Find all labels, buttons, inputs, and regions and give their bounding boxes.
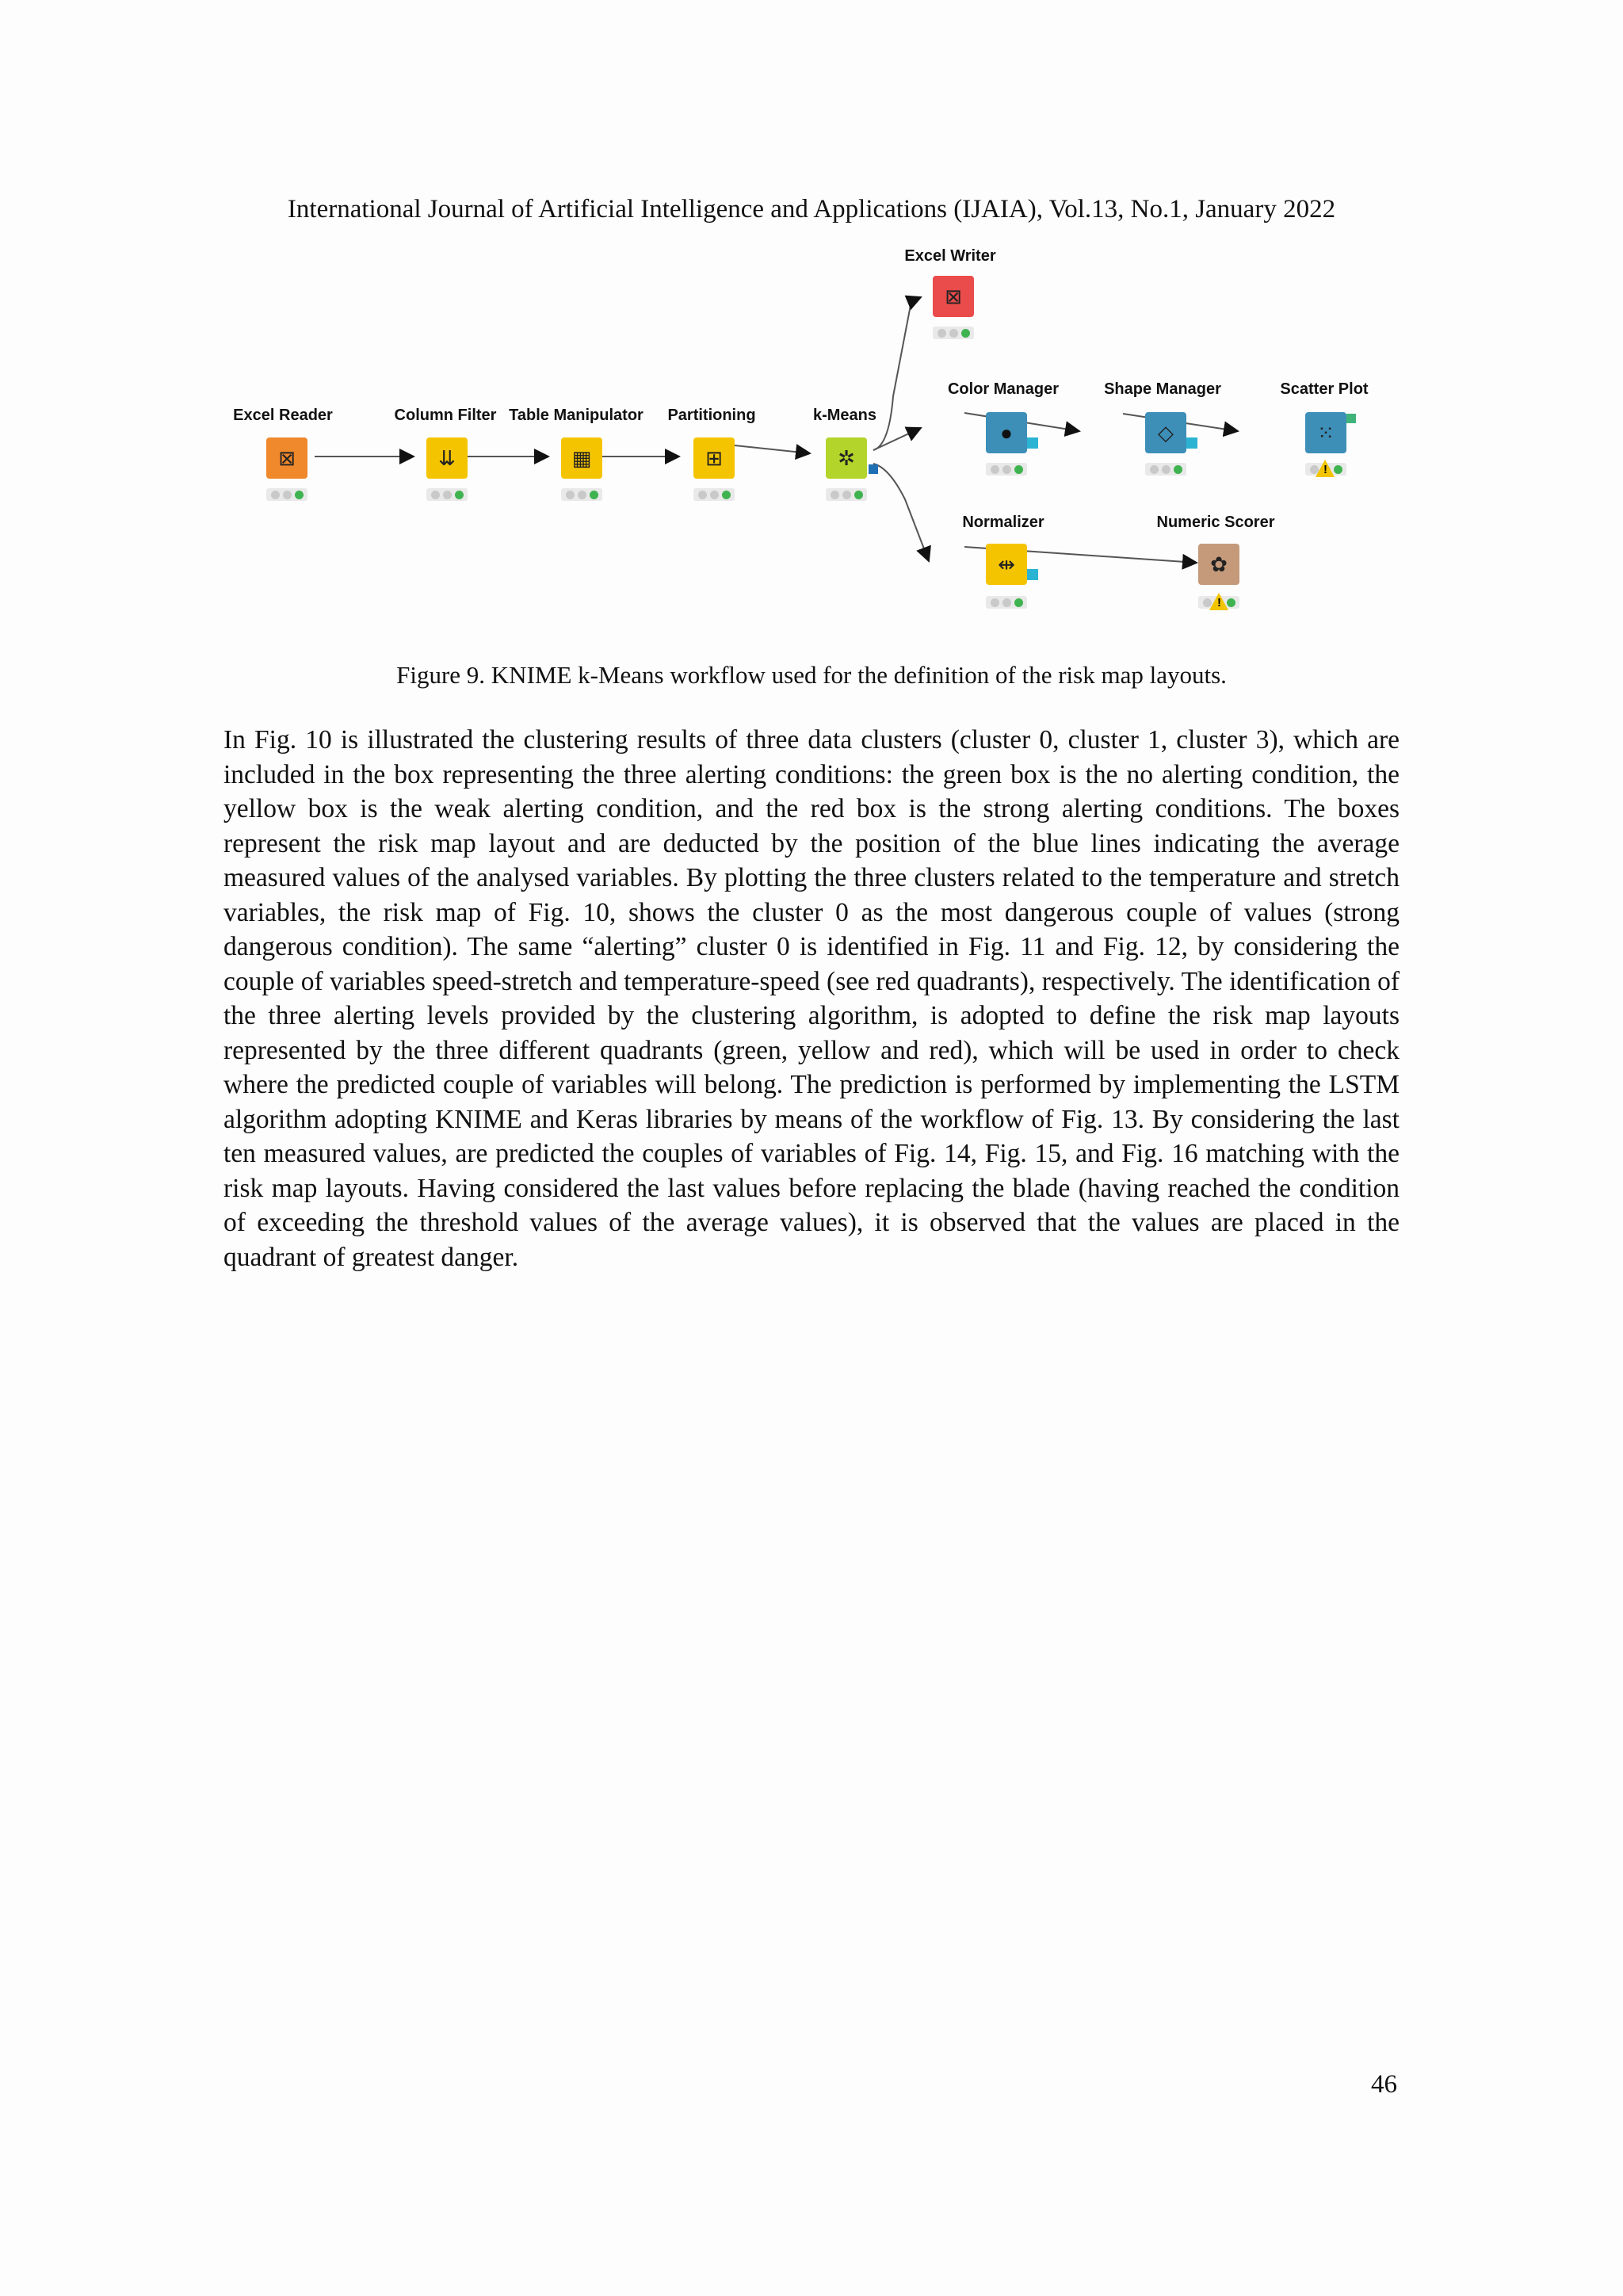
node-icon-box xyxy=(826,437,867,479)
node-icon-box xyxy=(693,437,735,479)
node-icon-box xyxy=(266,437,307,479)
node-title: Normalizer xyxy=(962,514,1044,531)
node-title: Color Manager xyxy=(947,380,1060,398)
node-icon-box xyxy=(561,437,602,479)
edge-kmeans-excelwriter xyxy=(873,297,921,450)
knime-workflow-figure: Excel Reader ⊠ Column Filter ⇊ Table Manipulator ▦ Partitioning ⊞ k-Means ✲ Excel Writer ⊠ Color Manager ● Shape Manager ◇ Scatter Plot ⁙ ! Normalizer ⇹ Numeric Scorer ✿ ! xyxy=(223,238,1396,622)
status-lights xyxy=(826,488,867,501)
node-title: Excel Reader xyxy=(233,407,333,424)
k-means-icon: ✲ xyxy=(838,446,855,470)
output-port xyxy=(1346,414,1356,423)
node-icon-box xyxy=(1198,544,1239,585)
numeric-scorer-icon: ✿ xyxy=(1210,552,1228,576)
excel-reader-icon: ⊠ xyxy=(278,446,296,470)
scatter-plot-icon: ⁙ xyxy=(1317,421,1335,445)
node-title: Shape Manager xyxy=(1104,380,1221,398)
model-port xyxy=(1186,437,1197,449)
node-title: Excel Writer xyxy=(904,247,996,265)
node-title: Numeric Scorer xyxy=(1156,514,1275,531)
status-lights xyxy=(986,463,1027,476)
node-title: Scatter Plot xyxy=(1280,380,1369,398)
column-filter-icon: ⇊ xyxy=(438,446,456,470)
model-port xyxy=(1027,569,1038,580)
running-header: International Journal of Artificial Intelligence and Applications (IJAIA), Vol.13, No.1, January 2022 xyxy=(287,195,1336,223)
status-lights xyxy=(693,488,735,501)
status-lights xyxy=(1145,463,1186,476)
node-icon-box xyxy=(986,412,1027,453)
model-port xyxy=(1027,437,1038,449)
status-lights xyxy=(266,488,307,501)
edge-kmeans-normalizer xyxy=(873,464,929,561)
status-lights xyxy=(426,488,468,501)
status-lights xyxy=(986,596,1027,609)
table-manipulator-icon: ▦ xyxy=(571,446,592,470)
figure-caption: Figure 9. KNIME k-Means workflow used for the definition of the risk map layouts. xyxy=(396,661,1227,689)
excel-writer-icon: ⊠ xyxy=(945,285,962,308)
body-paragraph: In Fig. 10 is illustrated the clustering results of three data clusters (cluster 0, cluster 1, cluster 3), which are included in the box representing the three alerting conditions: the green box is the no alerting condition, the yellow box is the weak alerting condition, and the red box is the strong alerting conditions. The boxes represent the risk map layout and are deducted by the position of the blue lines indicating the average measured values of the analysed variables. By plotting the three clusters related to the temperature and stretch variables, the risk map of Fig. 10, shows the cluster 0 as the most dangerous couple of values (strong dangerous condition). The same “alerting” cluster 0 is identified in Fig. 11 and Fig. 12, by considering the couple of variables speed-stretch and temperature-speed (see red quadrants), respectively. The identification of the three alerting levels provided by the clustering algorithm, is adopted to define the risk map layouts represented by the three different quadrants (green, yellow and red), which will be used in order to check where the predicted couple of variables will belong. The prediction is performed by implementing the LSTM algorithm adopting KNIME and Keras libraries by means of the workflow of Fig. 13. By considering the last ten measured values, are predicted the couples of variables of Fig. 14, Fig. 15, and Fig. 16 matching with the risk map layouts. Having considered the last values before replacing the blade (having reached the condition of exceeding the threshold values of the average values), it is observed that the values are placed in the quadrant of greatest danger. xyxy=(223,725,1400,1272)
page-number: 46 xyxy=(1371,2070,1397,2099)
node-title: Partitioning xyxy=(667,407,756,424)
node-icon-box xyxy=(426,437,468,479)
node-icon-box xyxy=(986,544,1027,585)
status-lights xyxy=(933,327,974,339)
node-title: Table Manipulator xyxy=(509,407,643,424)
normalizer-icon: ⇹ xyxy=(998,552,1015,576)
node-title: k-Means xyxy=(812,407,877,424)
edge-kmeans-colormanager xyxy=(873,428,921,450)
color-manager-icon: ● xyxy=(1000,421,1013,445)
node-icon-box xyxy=(933,276,974,317)
shape-manager-icon: ◇ xyxy=(1158,421,1174,445)
status-lights xyxy=(561,488,602,501)
node-icon-box xyxy=(1145,412,1186,453)
model-port xyxy=(869,464,878,474)
node-icon-box xyxy=(1305,412,1346,453)
partitioning-icon: ⊞ xyxy=(705,446,723,470)
node-title: Column Filter xyxy=(394,407,497,424)
